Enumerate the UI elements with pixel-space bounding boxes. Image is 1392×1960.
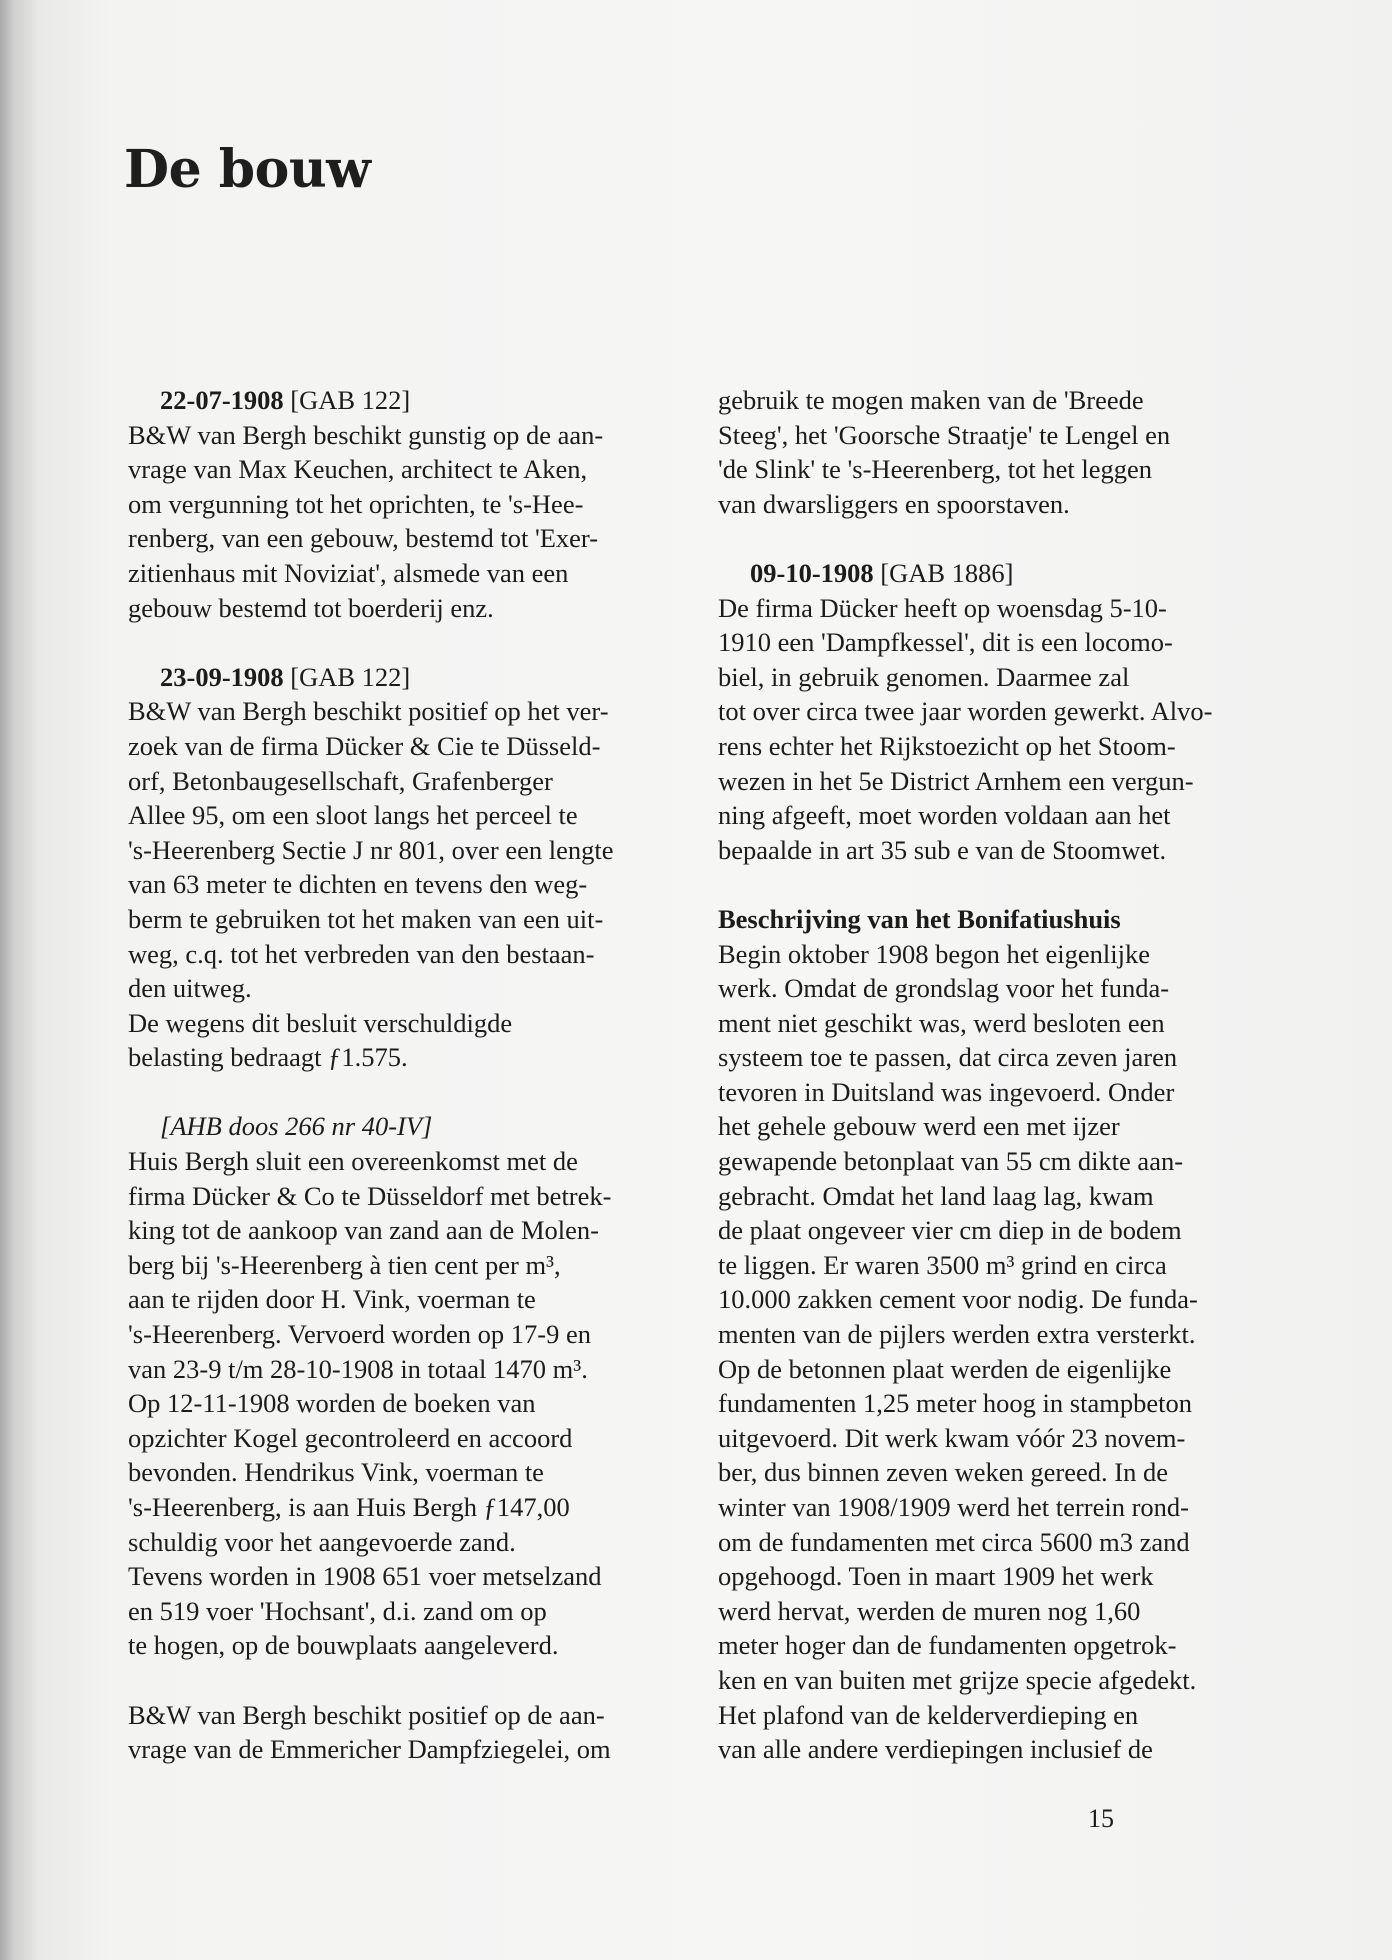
text-line: van 23-9 t/m 28-10-1908 in totaal 1470 m³. <box>128 1353 588 1384</box>
entry-reference: [GAB 122] <box>290 661 411 692</box>
entry-reference: [AHB doos 266 nr 40-IV] <box>160 1111 433 1142</box>
text-line: werd hervat, werden de muren nog 1,60 <box>718 1595 1141 1626</box>
text-line: tevoren in Duitsland was ingevoerd. Onder <box>718 1076 1175 1107</box>
text-line: gebouw bestemd tot boerderij enz. <box>128 592 494 623</box>
text-line: wezen in het 5e District Arnhem een vergun- <box>718 765 1194 796</box>
entry-heading <box>718 556 1293 591</box>
text-line: tot over circa twee jaar worden gewerkt. Alvo- <box>718 696 1213 727</box>
text-line: te hogen, op de bouwplaats aangeleverd. <box>128 1630 559 1661</box>
text-line: meter hoger dan de fundamenten opgetrok- <box>718 1630 1177 1661</box>
text-line: werk. Omdat de grondslag voor het funda- <box>718 973 1170 1004</box>
text-line: De firma Dücker heeft op woensdag 5-10- <box>718 592 1167 623</box>
section-bonifatiushuis <box>718 902 1293 1767</box>
text-line: B&W van Bergh beschikt positief op de aan- <box>128 1699 605 1730</box>
text-line: fundamenten 1,25 meter hoog in stampbeton <box>718 1388 1192 1419</box>
text-line: renberg, van een gebouw, bestemd tot 'Exer- <box>128 523 599 554</box>
text-line: opgehoogd. Toen in maart 1909 het werk <box>718 1561 1154 1592</box>
archive-entry <box>718 556 1293 867</box>
text-line: bepaalde in art 35 sub e van de Stoomwet. <box>718 834 1167 865</box>
text-line: Op de betonnen plaat werden de eigenlijke <box>718 1353 1172 1384</box>
text-line: zoek van de firma Dücker & Cie te Düsseld- <box>128 730 601 761</box>
text-line: om de fundamenten met circa 5600 m3 zand <box>718 1526 1190 1557</box>
entry-heading <box>128 383 688 418</box>
text-line: ning afgeeft, moet worden voldaan aan het <box>718 800 1171 831</box>
entry-heading <box>128 1109 688 1144</box>
text-line: Steeg', het 'Goorsche Straatje' te Lengel en <box>718 419 1171 450</box>
continued-entry <box>718 383 1293 521</box>
text-line: vrage van de Emmericher Dampfziegelei, om <box>128 1734 611 1765</box>
text-line: 's-Heerenberg Sectie J nr 801, over een lengte <box>128 834 614 865</box>
text-line: zitienhaus mit Noviziat', alsmede van een <box>128 557 569 588</box>
text-line: Tevens worden in 1908 651 voer metselzand <box>128 1561 602 1592</box>
text-line: ken en van buiten met grijze specie afgedekt. <box>718 1664 1197 1695</box>
text-line: 'de Slink' te 's-Heerenberg, tot het leggen <box>718 454 1153 485</box>
text-line: belasting bedraagt ƒ1.575. <box>128 1042 408 1073</box>
archive-entry <box>128 660 688 1075</box>
entry-date: 09-10-1908 <box>750 557 874 588</box>
page-number: 15 <box>1088 1804 1114 1833</box>
text-line: 10.000 zakken cement voor nodig. De funda- <box>718 1284 1198 1315</box>
text-line: schuldig voor het aangevoerde zand. <box>128 1526 516 1557</box>
text-line: de plaat ongeveer vier cm diep in de bodem <box>718 1215 1182 1246</box>
text-line: ber, dus binnen zeven weken gereed. In de <box>718 1457 1168 1488</box>
text-line: bevonden. Hendrikus Vink, voerman te <box>128 1457 544 1488</box>
text-line: gebruik te mogen maken van de 'Breede <box>718 385 1144 415</box>
text-line: Op 12-11-1908 worden de boeken van <box>128 1388 536 1419</box>
text-line: gebracht. Omdat het land laag lag, kwam <box>718 1180 1154 1211</box>
archive-entry <box>128 1698 688 1767</box>
text-line: vrage van Max Keuchen, architect te Aken, <box>128 454 588 485</box>
text-line: den uitweg. <box>128 973 252 1004</box>
text-line: systeem toe te passen, dat circa zeven jaren <box>718 1042 1178 1073</box>
text-line: berm te gebruiken tot het maken van een uit- <box>128 903 604 934</box>
text-line: biel, in gebruik genomen. Daarmee zal <box>718 661 1130 692</box>
text-line: Huis Bergh sluit een overeenkomst met de <box>128 1146 578 1177</box>
right-column <box>718 383 1293 1801</box>
text-line: menten van de pijlers werden extra versterkt. <box>718 1319 1196 1350</box>
entry-reference: [GAB 122] <box>290 385 411 415</box>
text-line: king tot de aankoop van zand aan de Molen- <box>128 1215 599 1246</box>
text-line: te liggen. Er waren 3500 m³ grind en circa <box>718 1249 1167 1280</box>
text-line: winter van 1908/1909 werd het terrein rond- <box>718 1492 1189 1522</box>
text-line: ment niet geschikt was, werd besloten een <box>718 1007 1165 1038</box>
text-line: opzichter Kogel gecontroleerd en accoord <box>128 1422 573 1453</box>
entry-reference: [GAB 1886] <box>880 557 1014 588</box>
entry-date: 22-07-1908 <box>160 385 284 415</box>
text-line: 1910 een 'Dampfkessel', dit is een locomo- <box>718 627 1173 658</box>
text-line: gewapende betonplaat van 55 cm dikte aan- <box>718 1146 1184 1177</box>
text-line: van 63 meter te dichten en tevens den weg- <box>128 869 588 900</box>
text-line: Begin oktober 1908 begon het eigenlijke <box>718 938 1150 969</box>
text-line: berg bij 's-Heerenberg à tien cent per m³, <box>128 1249 561 1280</box>
section-heading: Beschrijving van het Bonifatiushuis <box>718 903 1121 934</box>
entry-date: 23-09-1908 <box>160 661 284 692</box>
text-line: 's-Heerenberg, is aan Huis Bergh ƒ147,00 <box>128 1492 570 1522</box>
archive-entry <box>128 383 688 625</box>
text-line: het gehele gebouw werd een met ijzer <box>718 1111 1120 1142</box>
entry-heading <box>128 660 688 695</box>
text-line: 's-Heerenberg. Vervoerd worden op 17-9 en <box>128 1319 591 1350</box>
text-line: rens echter het Rijkstoezicht op het Stoom- <box>718 730 1176 761</box>
text-line: en 519 voer 'Hochsant', d.i. zand om op <box>128 1595 547 1626</box>
text-line: weg, c.q. tot het verbreden van den bestaan- <box>128 938 595 969</box>
text-line: B&W van Bergh beschikt gunstig op de aan- <box>128 419 604 450</box>
text-line: van dwarsliggers en spoorstaven. <box>718 488 1070 519</box>
left-column <box>128 383 688 1801</box>
text-line: firma Dücker & Co te Düsseldorf met betrek- <box>128 1180 612 1211</box>
text-line: van alle andere verdiepingen inclusief de <box>718 1734 1153 1765</box>
text-line: Allee 95, om een sloot langs het perceel te <box>128 800 578 831</box>
text-line: orf, Betonbaugesellschaft, Grafenberger <box>128 765 553 796</box>
text-line: uitgevoerd. Dit werk kwam vóór 23 novem- <box>718 1422 1186 1453</box>
page-title: De bouw <box>124 138 371 200</box>
text-line: De wegens dit besluit verschuldigde <box>128 1007 513 1038</box>
text-line: Het plafond van de kelderverdieping en <box>718 1699 1139 1730</box>
text-line: B&W van Bergh beschikt positief op het ver- <box>128 696 609 727</box>
archive-entry <box>128 1109 688 1663</box>
text-line: om vergunning tot het oprichten, te 's-Hee- <box>128 488 584 519</box>
text-line: aan te rijden door H. Vink, voerman te <box>128 1284 536 1315</box>
